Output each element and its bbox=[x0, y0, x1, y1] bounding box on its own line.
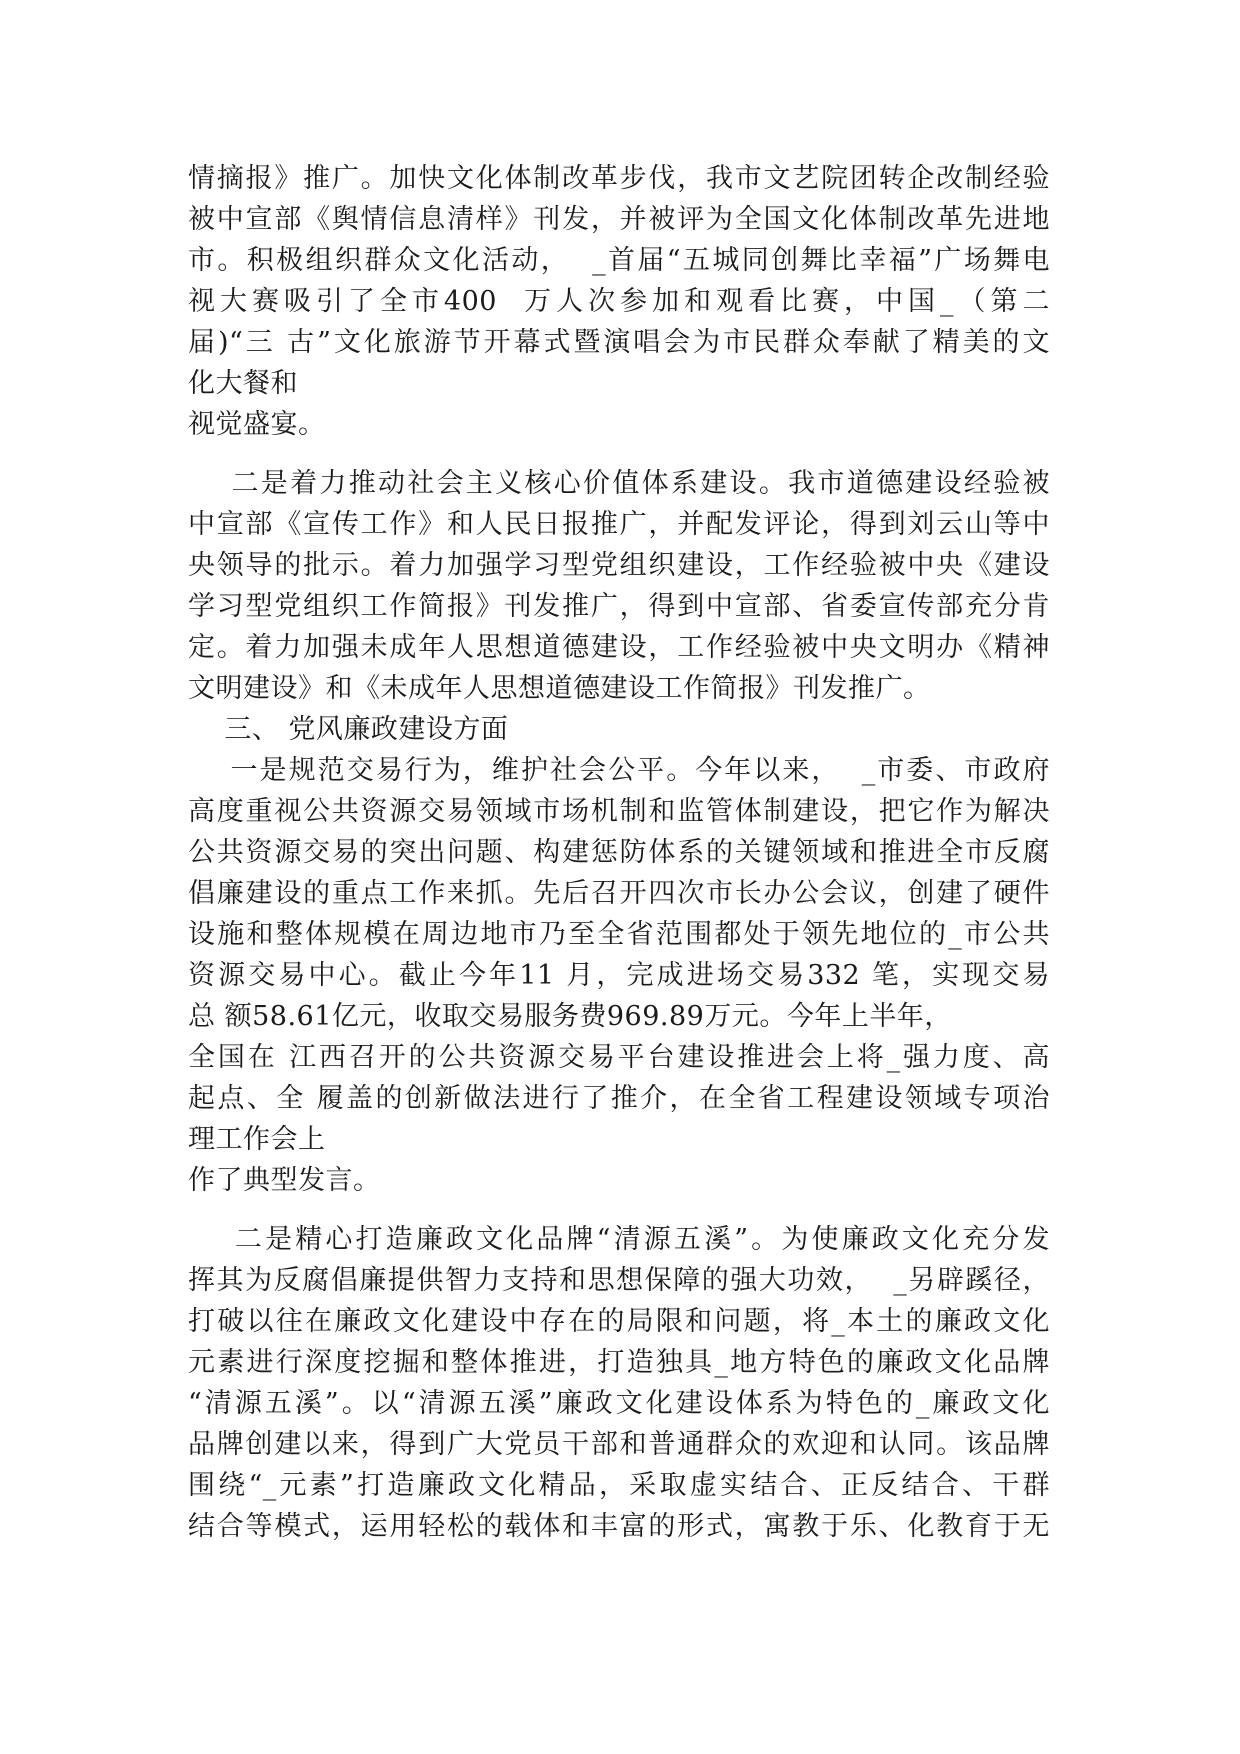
text-line: 文明建设》和《未成年人思想道德建设工作简报》刊发推广。 bbox=[188, 673, 931, 704]
text-line: 高度重视公共资源交易领域市场机制和监管体制建设，把它作为解决 bbox=[188, 796, 1050, 827]
text-line: 央领导的批示。着力加强学习型党组织建设，工作经验被中央《建设 bbox=[188, 550, 1050, 581]
text-line: 设施和整体规模在周边地市乃至全省范围都处于领先地位的_市公共 bbox=[188, 919, 1050, 950]
text-line: 定。着力加强未成年人思想道德建设，工作经验被中央文明办《精神 bbox=[188, 632, 1050, 663]
section-heading: 三、 党风廉政建设方面 bbox=[188, 714, 509, 745]
text-line: 市。积极组织群众文化活动， _首届“五城同创舞比幸福”广场舞电 bbox=[188, 245, 1050, 276]
text-line: 打破以往在廉政文化建设中存在的局限和问题，将_本土的廉政文化 bbox=[188, 1306, 1050, 1337]
text-line: 二是精心打造廉政文化品牌“清源五溪”。为使廉政文化充分发 bbox=[188, 1224, 1050, 1255]
document-body bbox=[188, 158, 1050, 1547]
text-line: 作了典型发言。 bbox=[188, 1165, 381, 1196]
text-line: 化大餐和 bbox=[188, 368, 298, 399]
text-line: 结合等模式，运用轻松的载体和丰富的形式，寓教于乐、化教育于无 bbox=[188, 1511, 1050, 1542]
text-line: 届)“三 古”文化旅游节开幕式暨演唱会为市民群众奉献了精美的文 bbox=[188, 327, 1050, 358]
text-line: 视觉盛宴。 bbox=[188, 409, 326, 440]
text-line: 品牌创建以来，得到广大党员干部和普通群众的欢迎和认同。该品牌 bbox=[188, 1429, 1050, 1460]
text-line: “清源五溪”。以“清源五溪”廉政文化建设体系为特色的_廉政文化 bbox=[188, 1388, 1050, 1419]
text-line: 资源交易中心。截止今年11 月，完成进场交易332 笔，实现交易 bbox=[188, 960, 1050, 991]
text-line: 理工作会上 bbox=[188, 1124, 326, 1155]
text-line: 总 额58.61亿元，收取交易服务费969.89万元。今年上半年， bbox=[188, 1001, 952, 1032]
text-line: 全国在 江西召开的公共资源交易平台建设推进会上将_强力度、高 bbox=[188, 1042, 1050, 1073]
text-line: 二是着力推动社会主义核心价值体系建设。我市道德建设经验被 bbox=[188, 468, 1050, 499]
text-line: 公共资源交易的突出问题、构建惩防体系的关键领域和推进全市反腐 bbox=[188, 837, 1050, 868]
text-line: 元素进行深度挖掘和整体推进，打造独具_地方特色的廉政文化品牌 bbox=[188, 1347, 1050, 1378]
text-line: 被中宣部《舆情信息清样》刊发，并被评为全国文化体制改革先进地 bbox=[188, 204, 1050, 235]
text-line: 视大赛吸引了全市400 万人次参加和观看比赛，中国_（第二 bbox=[188, 286, 1050, 317]
text-line: 中宣部《宣传工作》和人民日报推广，并配发评论，得到刘云山等中 bbox=[188, 509, 1050, 540]
text-line: 学习型党组织工作简报》刊发推广，得到中宣部、省委宣传部充分肯 bbox=[188, 591, 1050, 622]
text-line: 挥其为反腐倡廉提供智力支持和思想保障的强大功效， _另辟蹊径， bbox=[188, 1265, 1050, 1296]
text-line: 起点、全 履盖的创新做法进行了推介，在全省工程建设领域专项治 bbox=[188, 1083, 1050, 1114]
text-line: 倡廉建设的重点工作来抓。先后召开四次市长办公会议，创建了硬件 bbox=[188, 878, 1050, 909]
text-line: 一是规范交易行为，维护社会公平。今年以来， _市委、市政府 bbox=[188, 755, 1050, 786]
text-line: 围绕“_元素”打造廉政文化精品，采取虚实结合、正反结合、干群 bbox=[188, 1470, 1050, 1501]
text-line: 情摘报》推广。加快文化体制改革步伐，我市文艺院团转企改制经验 bbox=[188, 163, 1050, 194]
